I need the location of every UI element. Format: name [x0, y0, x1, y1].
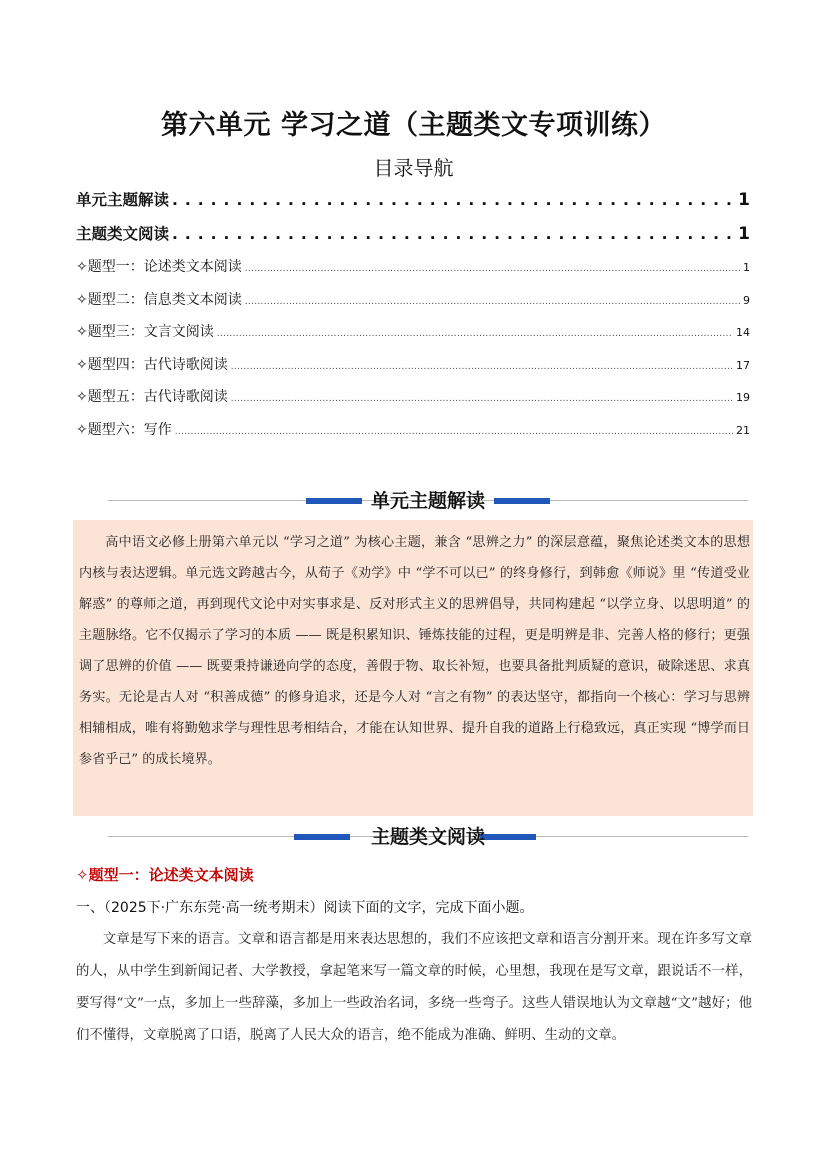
toc-entry-page: 1: [738, 224, 750, 244]
toc-entry-label: 单元主题解读: [76, 191, 170, 209]
toc-entry-label: ✧题型二：信息类文本阅读: [76, 291, 242, 308]
toc-entry-reading[interactable]: [76, 222, 750, 256]
toc-entry-type-6[interactable]: [76, 419, 750, 452]
unit-theme-intro: 高中语文必修上册第六单元以 “学习之道” 为核心主题，兼含 “思辨之力” 的深层意蕴，聚焦论述类文本的思想内核与表达逻辑。单元选文跨越古今，从荀子《劝学》中 “学不可以已” 的终身修行，到韩愈《师说》里 “传道受业解惑” 的尊师之道，再到现代文论中对实事求是、反对形式主义的思辨倡导，共同构建起 “以学立身、以思明道” 的主题脉络。它不仅揭示了学习的本质 —— 既是积累知识、锤炼技能的过程，更是明辨是非、完善人格的修行；更强调了思辨的价值 —— 既要秉持谦逊向学的态度，善假于物、取长补短，也要具备批判质疑的意识，破除迷思、求真务实。无论是古人对 “积善成德” 的修身追求，还是今人对 “言之有物” 的表达坚守，都指向一个核心：学习与思辨相辅相成，唯有将勤勉求学与理性思考相结合，才能在认知世界、提升自我的道路上行稳致远，真正实现 “博学而日参省乎己” 的成长境界。: [73, 520, 753, 816]
toc-entry-label: ✧题型四：古代诗歌阅读: [76, 356, 228, 373]
toc-entry-page: 1: [743, 261, 750, 274]
toc-entry-label: ✧题型五：古代诗歌阅读: [76, 389, 228, 405]
toc-leader-dots: [217, 324, 733, 340]
reading-passage: 文章是写下来的语言。文章和语言都是用来表达思想的，我们不应该把文章和语言分割开来。现在许多写文章的人，从中学生到新闻记者、大学教授，拿起笔来写一篇文章的时候，心里想，我现在是写文章，跟说话不一样，要写得“文”一点，多加上一些辞藻，多加上一些政治名词，多绕一些弯子。这些人错误地认为文章越“文”越好；他们不懂得，文章脱离了口语，脱离了人民大众的语言，绝不能成为准确、鲜明、生动的文章。: [76, 932, 752, 1043]
toc-leader-dots: [231, 357, 733, 373]
document-title: 第六单元 学习之道（主题类文专项训练）: [161, 110, 666, 141]
section-heading-text: 主题类文阅读: [370, 826, 485, 848]
toc-entry-label: ✧题型六：写作: [76, 421, 172, 438]
toc-leader-dots: [245, 292, 740, 308]
toc-entry-type-2[interactable]: [76, 289, 750, 322]
section-heading-reading: [108, 825, 748, 849]
toc-entry-type-1[interactable]: [76, 256, 750, 289]
toc-entry-label: 主题类文阅读: [76, 225, 170, 243]
toc-leader-dots: [175, 422, 733, 438]
question-type-title: ✧题型一：论述类文本阅读: [76, 866, 254, 884]
toc-entry-page: 1: [738, 190, 750, 210]
toc-entry-page: 17: [736, 358, 750, 372]
toc-entry-unit-theme[interactable]: [76, 188, 750, 222]
toc-leader-dots: [172, 191, 735, 209]
section-heading-text: 单元主题解读: [370, 490, 485, 512]
toc-entry-page: 19: [736, 391, 750, 404]
toc-entry-type-4[interactable]: [76, 354, 750, 387]
toc-leader-dots: [245, 259, 740, 275]
question-intro: 一、（2025下·广东东莞·高一统考期末）阅读下面的文字，完成下面小题。: [76, 900, 534, 916]
toc-entry-page: 14: [736, 326, 750, 339]
toc-leader-dots: [231, 389, 733, 405]
toc-entry-page: 21: [736, 423, 750, 437]
table-of-contents: [76, 188, 750, 451]
section-heading-unit-theme: [108, 489, 748, 513]
toc-entry-type-3[interactable]: [76, 321, 750, 354]
toc-entry-page: 9: [743, 293, 750, 307]
toc-entry-label: ✧题型一：论述类文本阅读: [76, 259, 242, 275]
toc-leader-dots: [172, 225, 735, 243]
toc-entry-type-5[interactable]: [76, 386, 750, 419]
toc-heading: 目录导航: [373, 156, 454, 180]
toc-entry-label: ✧题型三：文言文阅读: [76, 324, 214, 340]
